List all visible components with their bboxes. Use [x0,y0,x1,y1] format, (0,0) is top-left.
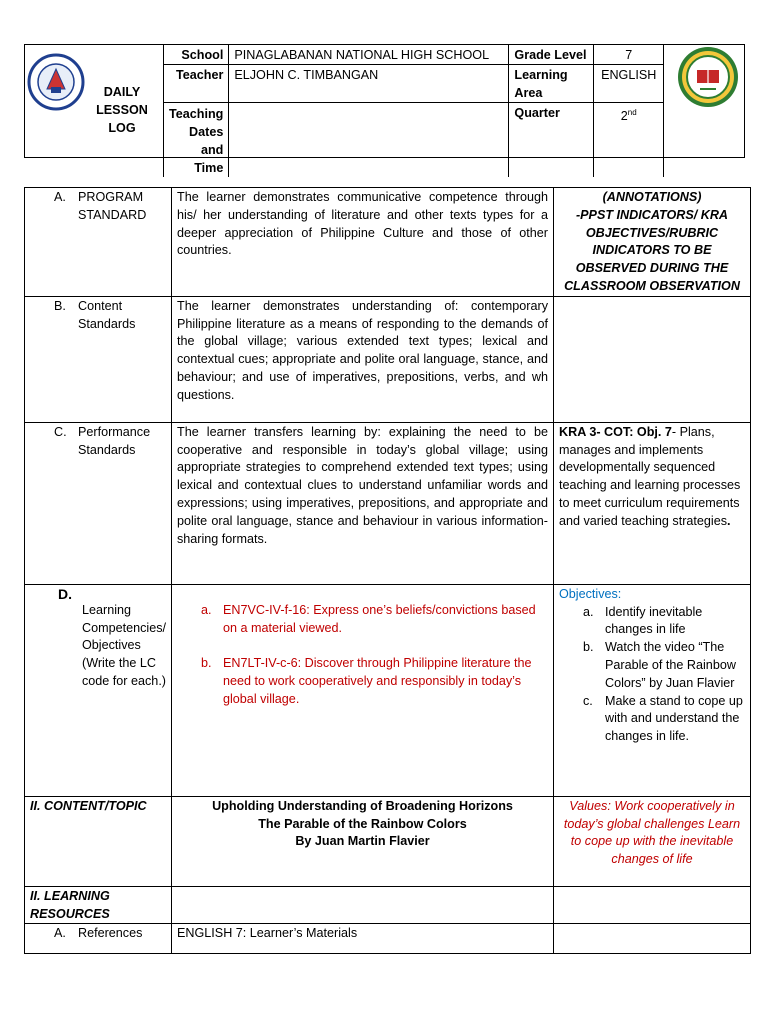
objective-item [583,639,745,692]
quarter-number: 2 [620,109,628,124]
references-annotation [554,924,751,954]
deped-seal-icon [27,53,85,111]
row-label: Learning Competencies/ Objectives (Write the LC code for each.) [82,602,167,688]
topic-line: By Juan Martin Flavier [295,834,430,849]
learning-resources-annotation [554,886,751,924]
school-label: School [164,45,229,65]
objective-item [583,604,745,640]
title-line: LESSON [96,103,148,117]
row-letter: A. [54,190,66,204]
row-letter: B. [54,298,66,313]
dates-label: Teaching Dates and Time [164,103,229,178]
performance-standards-row [25,422,751,584]
competency-item [201,655,548,708]
objectives-title: Objectives: [559,586,622,601]
list-marker: c. [583,693,593,708]
topic-line: The Parable of the Rainbow Colors [258,816,467,831]
teacher-label: Teacher [164,65,229,103]
learning-competencies-label [25,584,172,796]
objective-item [583,693,745,746]
grade-level-value: 7 [594,45,664,65]
competency-text: EN7VC-IV-f-16: Express one’s beliefs/convictions based on a material viewed. [223,602,536,635]
objective-text: Make a stand to cope up with and understand the changes in life. [605,693,743,744]
values-annotation: Values: Work cooperatively in today’s global challenges Learn to cope up with the inevitable changes of life [554,796,751,886]
grade-level-label: Grade Level [509,45,594,65]
learning-resources-content [172,886,554,924]
list-marker: a. [201,602,212,617]
kra-end: . [727,513,731,528]
objectives-cell [554,584,751,796]
document-title [87,83,157,137]
teacher-value: ELJOHN C. TIMBANGAN [229,65,509,103]
row-label: References [78,926,143,941]
learning-competencies-row [25,584,751,796]
school-seal-icon [676,45,740,109]
references-content: ENGLISH 7: Learner’s Materials [172,924,554,954]
program-standard-content: The learner demonstrates communicative competence through his/ her understanding of literature and other texts types for a deeper appreciation of Philippine Culture and those of other countries. [172,188,554,297]
objectives-list [559,604,745,746]
school-value: PINAGLABANAN NATIONAL HIGH SCHOOL [229,45,509,65]
content-standards-label [25,296,172,422]
references-label [25,924,172,954]
annotations-subtitle: -PPST INDICATORS/ KRA OBJECTIVES/RUBRIC INDICATORS TO BE OBSERVED DURING THE CLASSROOM OBSERVATION [564,207,740,293]
row-label: Performance Standards [78,424,151,457]
title-line: LOG [108,121,136,135]
lesson-table [24,187,751,954]
competency-list [177,602,548,709]
annotations-header [554,188,751,297]
row-label: Content Standards [78,298,136,331]
list-marker: a. [583,604,594,619]
content-topic-label: II. CONTENT/TOPIC [25,796,172,886]
kra-annotation [554,422,751,584]
competency-item [201,602,548,638]
header-box [24,44,745,175]
quarter-label: Quarter [509,103,594,178]
list-marker: b. [583,640,594,655]
title-line: DAILY [103,85,141,99]
learning-resources-row [25,886,751,924]
content-topic-row [25,796,751,886]
row-letter: A. [54,926,66,941]
dates-value [229,103,509,178]
objective-text: Watch the video “The Parable of the Rainbow Colors” by Juan Flavier [605,640,736,690]
annotations-title: (ANNOTATIONS) [602,190,702,204]
content-standards-row [25,296,751,422]
learning-resources-label: II. LEARNING RESOURCES [25,886,172,924]
content-standards-annotation [554,296,751,422]
learning-area-label: Learning Area [509,65,594,103]
topic-line: Upholding Understanding of Broadening Horizons [212,798,513,813]
quarter-suffix: nd [627,108,637,117]
objective-text: Identify inevitable changes in life [605,604,703,637]
competency-text: EN7LT-IV-c-6: Discover through Philippine literature the need to work cooperatively and responsibly in today’s global village. [223,656,532,706]
content-topic-content [172,796,554,886]
row-letter: D. [58,585,72,602]
row-label: PROGRAM STANDARD [78,190,147,222]
program-standard-label [25,188,172,297]
content-standards-content: The learner demonstrates understanding of: contemporary Philippine literature as a means of responding to the demands of the global village; various extended text types; lexical and contextual cues; appropriate and polite oral language, stance, and behaviour; and use of imperatives, prepositions, verbs, and wh questions. [172,296,554,422]
performance-standards-content: The learner transfers learning by: explaining the need to be cooperative and responsible in today’s global village; using appropriate strategies to comprehend extended text types; using lexical and contextual clues to understand unfamiliar words and expressions; using imperatives, prepositions, and appropriate and polite oral language, stance and behaviour in various information-sharing formats. [172,422,554,584]
seal-cell [664,45,744,177]
learning-area-value: ENGLISH [594,65,664,103]
kra-text: - Plans, manages and implements developmentally sequenced teaching and learning processes to meet curriculum requirements and varied teaching strategies [559,424,741,528]
references-row [25,924,751,954]
learning-competencies-content [172,584,554,796]
kra-code: KRA 3- COT: Obj. 7 [559,424,672,439]
list-marker: b. [201,656,212,671]
performance-standards-label [25,422,172,584]
header-table [163,45,744,177]
row-letter: C. [54,424,67,439]
program-standard-row [25,188,751,297]
quarter-value [594,103,664,178]
